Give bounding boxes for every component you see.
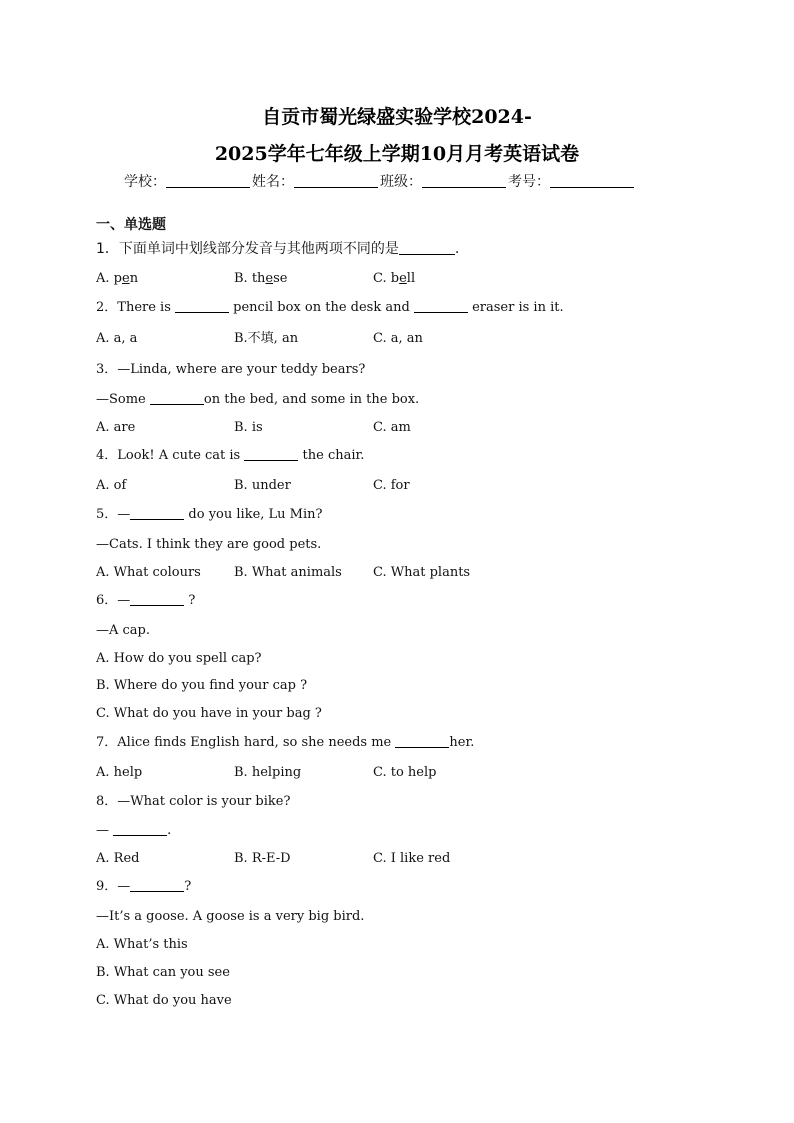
question-2-blank-1[interactable] [175, 300, 229, 313]
question-6-option-c[interactable]: C. What do you have in your bag ? [96, 706, 322, 721]
question-8-text: . [167, 823, 172, 838]
question-1-end: . [454, 241, 460, 257]
question-6-option-a[interactable]: A. How do you spell cap? [96, 651, 262, 666]
question-3-text: —Some [96, 392, 146, 407]
number-blank[interactable] [550, 173, 634, 188]
underlined-letter: e [265, 271, 274, 286]
option-text: B. th [234, 271, 266, 286]
question-5-text: do you like, Lu Min? [188, 507, 323, 522]
question-6-text: 6．— [96, 593, 131, 608]
question-8-option-b[interactable]: B. R-E-D [234, 851, 291, 866]
question-2-option-a[interactable]: A. a, a [96, 331, 138, 346]
question-1-option-c[interactable] [373, 271, 415, 287]
question-4-option-b[interactable]: B. under [234, 478, 291, 493]
question-7-stem [96, 735, 474, 751]
question-1-option-a[interactable] [96, 271, 138, 287]
question-6-stem [96, 593, 195, 609]
question-3-stem-2 [96, 392, 419, 408]
question-1-blank[interactable] [399, 242, 455, 255]
number-label: 考号： [508, 174, 550, 190]
question-9-stem-2: —It’s a goose. A goose is a very big bird. [96, 909, 365, 924]
question-9-option-c[interactable]: C. What do you have [96, 993, 232, 1008]
question-3-text: on the bed, and some in the box. [203, 392, 420, 407]
question-2-text: pencil box on the desk and [233, 300, 410, 315]
question-5-option-b[interactable]: B. What animals [234, 565, 342, 580]
question-5-stem [96, 507, 322, 523]
exam-title-line2: 2025学年七年级上学期10月月考英语试卷 [214, 143, 580, 165]
question-3-option-a[interactable]: A. are [96, 420, 136, 435]
question-4-blank[interactable] [244, 448, 298, 461]
question-7-option-b[interactable]: B. helping [234, 765, 302, 780]
option-text: n [129, 271, 139, 286]
question-3-stem: 3．—Linda, where are your teddy bears? [96, 362, 366, 377]
option-text: C. b [373, 271, 400, 286]
question-2-option-c[interactable]: C. a, an [373, 331, 423, 346]
question-8-text: — [96, 823, 109, 838]
question-2-text: 2．There is [96, 300, 171, 315]
question-8-option-c[interactable]: C. I like red [373, 851, 451, 866]
option-text: A. p [96, 271, 122, 286]
question-6-option-b[interactable]: B. Where do you find your cap ? [96, 678, 308, 693]
question-7-text: 7．Alice finds English hard, so she needs me [96, 735, 392, 750]
name-label: 姓名： [252, 174, 294, 190]
question-5-stem-2: —Cats. I think they are good pets. [96, 537, 322, 552]
question-5-option-a[interactable]: A. What colours [96, 565, 201, 580]
question-8-option-a[interactable]: A. Red [96, 851, 140, 866]
question-1-option-b[interactable] [234, 271, 288, 287]
question-1-stem [96, 241, 459, 257]
underlined-letter: e [399, 271, 407, 286]
option-text: se [273, 271, 288, 286]
question-7-blank[interactable] [395, 735, 449, 748]
question-9-text: ? [184, 879, 192, 894]
question-7-option-c[interactable]: C. to help [373, 765, 437, 780]
question-3-option-b[interactable]: B. is [234, 420, 263, 435]
question-7-option-a[interactable]: A. help [96, 765, 143, 780]
class-blank[interactable] [422, 173, 506, 188]
question-3-option-c[interactable]: C. am [373, 420, 411, 435]
option-text: ll [406, 271, 416, 286]
question-4-text: the chair. [302, 448, 365, 463]
question-4-text: 4．Look! A cute cat is [96, 448, 241, 463]
question-2-option-b[interactable]: B.不填, an [234, 331, 299, 346]
question-4-stem [96, 448, 364, 464]
student-info-row [124, 171, 636, 191]
question-2-text: eraser is in it. [472, 300, 564, 315]
question-2-blank-2[interactable] [414, 300, 468, 313]
question-8-stem: 8．—What color is your bike? [96, 794, 291, 809]
question-6-blank[interactable] [130, 593, 184, 606]
question-9-blank[interactable] [130, 879, 184, 892]
exam-title-line1: 自贡市蜀光绿盛实验学校2024- [262, 106, 532, 128]
question-8-stem-2 [96, 823, 171, 839]
question-5-text: 5．— [96, 507, 131, 522]
underlined-letter: e [121, 271, 130, 286]
question-4-option-c[interactable]: C. for [373, 478, 410, 493]
question-9-option-a[interactable]: A. What’s this [96, 937, 188, 952]
class-label: 班级： [380, 174, 422, 190]
school-blank[interactable] [166, 173, 250, 188]
question-9-text: 9．— [96, 879, 131, 894]
question-6-text: ? [188, 593, 196, 608]
section-heading: 一、单选题 [96, 217, 166, 233]
question-2-stem [96, 300, 564, 316]
question-9-stem [96, 879, 191, 895]
question-7-text: her. [449, 735, 475, 750]
question-5-option-c[interactable]: C. What plants [373, 565, 471, 580]
name-blank[interactable] [294, 173, 378, 188]
question-8-blank[interactable] [113, 823, 167, 836]
question-3-blank[interactable] [150, 392, 204, 405]
question-1-text: 1．下面单词中划线部分发音与其他两项不同的是 [96, 241, 399, 257]
school-label: 学校： [124, 174, 166, 190]
question-9-option-b[interactable]: B. What can you see [96, 965, 230, 980]
question-6-stem-2: —A cap. [96, 623, 151, 638]
question-5-blank[interactable] [130, 507, 184, 520]
question-4-option-a[interactable]: A. of [96, 478, 127, 493]
